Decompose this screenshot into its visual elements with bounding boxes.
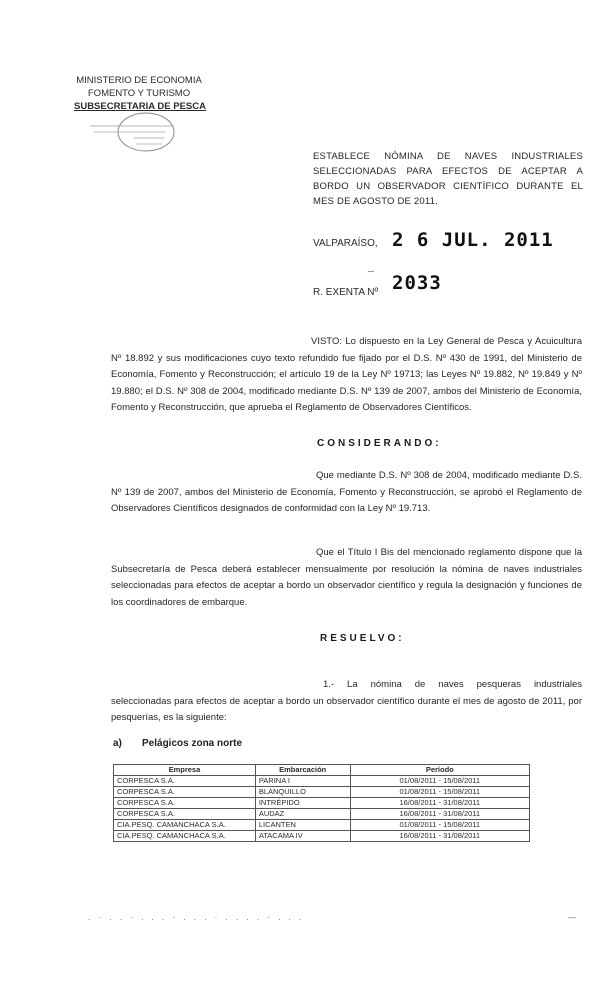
cell-periodo: 01/08/2011 - 15/08/2011 [350,776,529,787]
header-empresa: Empresa [114,765,256,776]
resolution-number: 2033 [392,272,442,294]
resuelvo-paragraph-1 [111,677,582,727]
section-a-letter: a) [113,738,122,749]
cell-empresa: CIA.PESQ. CAMANCHACA S.A. [114,820,256,831]
table-header-row [114,765,530,776]
cell-embarcacion: ATACAMA IV [255,831,350,842]
considerando-2-text: Que el Título I Bis del mencionado reglamento dispone que la Subsecretaría de Pesca deberá establecer mensualmente por resolución la nómina de naves industriales seleccionadas para efectos de aceptar a bordo un observador científico y regula la designación y funciones de los coordinadores de embarque. [111,547,582,608]
letterhead [74,74,204,113]
cell-embarcacion: LICANTEN [255,820,350,831]
subsecretaria-name: SUBSECRETARIA DE PESCA [74,101,206,112]
cell-periodo: 01/08/2011 - 15/08/2011 [350,820,529,831]
resolution-label: R. EXENTA Nº [313,287,379,298]
cell-embarcacion: AUDAZ [255,809,350,820]
vessel-table [113,764,530,842]
scan-noise: . · . . · . . . · . . . · . . . . · . . . [88,913,305,922]
cell-empresa: CORPESCA S.A. [114,809,256,820]
place-label: VALPARAÍSO, [313,238,378,249]
stamp-mark: -- [368,266,374,276]
cell-empresa: CORPESCA S.A. [114,776,256,787]
resuelvo-heading: RESUELVO: [320,633,405,644]
cell-periodo: 16/08/2011 - 31/08/2011 [350,798,529,809]
header-embarcacion: Embarcación [255,765,350,776]
cell-empresa: CIA.PESQ. CAMANCHACA S.A. [114,831,256,842]
cell-embarcacion: INTRÉPIDO [255,798,350,809]
cell-embarcacion: PARINA I [255,776,350,787]
considerando-1-text: Que mediante D.S. Nº 308 de 2004, modificado mediante D.S. Nº 139 de 2007, ambos del Ministerio de Economía, Fomento y Reconstrucción, se aprobó el Reglamento de Observadores Científicos designados de conformidad con la Ley Nº 19.713. [111,470,582,514]
table-row [114,820,530,831]
considerando-paragraph-2 [111,545,582,611]
cell-embarcacion: BLANQUILLO [255,787,350,798]
table-row [114,787,530,798]
section-a-title: Pelágicos zona norte [142,738,243,749]
legal-division-stamp [86,112,178,156]
resuelvo-1-text: 1.- La nómina de naves pesqueras industriales seleccionadas para efectos de aceptar a bordo un observador científico durante el mes de agosto de 2011, por pesquerías, es la siguiente: [111,679,582,723]
cell-periodo: 16/08/2011 - 31/08/2011 [350,809,529,820]
cell-empresa: CORPESCA S.A. [114,798,256,809]
cell-periodo: 01/08/2011 - 15/08/2011 [350,787,529,798]
table-row [114,831,530,842]
document-subject: ESTABLECE NÓMINA DE NAVES INDUSTRIALES SELECCIONADAS PARA EFECTOS DE ACEPTAR A BORDO UN OBSERVADOR CIENTÍFICO DURANTE EL MES DE AGOSTO DE 2011. [313,151,583,207]
stamped-date: 2 6 JUL. 2011 [392,229,554,251]
ministry-name: MINISTERIO DE ECONOMIA [76,75,202,86]
table-row [114,809,530,820]
cell-periodo: 16/08/2011 - 31/08/2011 [350,831,529,842]
header-periodo: Período [350,765,529,776]
table-row [114,798,530,809]
visto-paragraph [111,334,582,417]
cell-empresa: CORPESCA S.A. [114,787,256,798]
considerando-paragraph-1 [111,468,582,518]
considerando-heading: CONSIDERANDO: [317,438,442,449]
scan-noise-right: — [568,913,576,922]
ministry-subtitle: FOMENTO Y TURISMO [87,88,191,99]
visto-text: VISTO: Lo dispuesto en la Ley General de Pesca y Acuicultura Nº 18.892 y sus modificaciones cuyo texto refundido fue fijado por el D.S. Nº 430 de 1991, del Ministerio de Economía, Fomento y Reconstrucción; el artículo 19 de la Ley Nº 19713; las Leyes Nº 19.882, Nº 19.849 y Nº 19.880; el D.S. Nº 308 de 2004, modificado mediante D.S. Nº 139 de 2007, ambos del Ministerio de Economía, Fomento y Reconstrucción, que aprueba el Reglamento de Observadores Científicos. [111,336,582,413]
table-row [114,776,530,787]
